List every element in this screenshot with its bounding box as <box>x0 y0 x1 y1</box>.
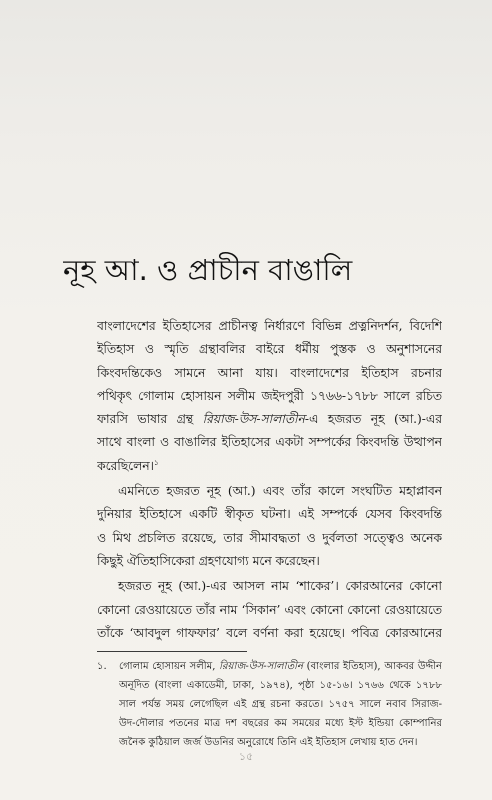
paragraph-2 <box>97 480 442 573</box>
footnote-divider <box>97 651 247 652</box>
page-number: ১৫ <box>238 750 254 763</box>
text-line: কোনো রেওয়ায়েতে তাঁর নাম ‘সিকান’ এবং কোনো কোনো রেওয়ায়েতে <box>97 602 442 617</box>
paragraph-3 <box>97 575 442 645</box>
text-line: এমনিতে হজরত নূহ (আ.) এবং তাঁর কালে সংঘটিত মহাপ্লাবন <box>118 484 442 499</box>
body-text <box>97 315 442 645</box>
footnote-reference: ১ <box>153 457 159 467</box>
text-line: হজরত নূহ (আ.)-এর আসল নাম ‘শাকের’। কোরআনের কোনো <box>118 579 442 594</box>
text-line: তাঁকে ‘আবদুল গাফফার’ বলে বর্ণনা করা হয়েছে। পবিত্র কোরআনের <box>97 625 442 640</box>
footnote-line: উদ-দৌলার পতনের মাত্র দশ বছরের কম সময়ের মধ্যে ইস্ট ইন্ডিয়া কোম্পানির <box>119 718 442 729</box>
text-line: দুনিয়ার ইতিহাসে একটি স্বীকৃত ঘটনা। এই সম্পর্কে যেসব কিংবদন্তি <box>97 507 442 522</box>
footnote-number: ১. <box>97 661 107 672</box>
footnote-line: অনূদিত (বাংলা একাডেমী, ঢাকা, ১৯৭৪), পৃষ্ঠা ১৫-১৬। ১৭৬৬ থেকে ১৭৮৮ <box>119 680 442 691</box>
text-line: ইতিহাস ও স্মৃতি গ্রন্থাবলির বাইরে ধর্মীয় পুস্তক ও অনুশাসনের <box>97 342 442 357</box>
paragraph-1 <box>97 315 442 478</box>
chapter-title: নূহ আ. ও প্রাচীন বাঙালি <box>63 253 353 287</box>
text-segment: (বাংলার ইতিহাস), আকবর উদ্দীন <box>302 661 442 672</box>
text-line <box>97 408 442 431</box>
footnote-text <box>119 657 442 752</box>
footnote-line: জনৈক কুঠিয়াল জর্জ উডনির অনুরোধে তিনি এই ইতিহাস লেখায় হাত দেন। <box>119 737 418 748</box>
footnote <box>97 657 442 752</box>
footnote-line <box>119 657 442 676</box>
text-line: কিছুই ঐতিহাসিকেরা গ্রহণযোগ্য মনে করেছেন। <box>97 553 320 568</box>
text-segment: করেছিলেন। <box>97 458 154 473</box>
text-line: ও মিথ প্রচলিত রয়েছে, তার সীমাবদ্ধতা ও দুর্বলতা সত্ত্বেও অনেক <box>97 530 442 545</box>
footnote-line: সাল পর্যন্ত সময় লেগেছিল এই গ্রন্থ রচনা করতে। ১৭৫৭ সালে নবাব সিরাজ- <box>119 699 442 710</box>
text-line: কিংবদন্তিকেও সামনে আনা যায়। বাংলাদেশের ইতিহাস রচনার <box>97 365 442 380</box>
text-line <box>97 455 442 478</box>
text-segment: ফারসি ভাষার গ্রন্থ <box>97 412 203 427</box>
text-line: বাংলাদেশের ইতিহাসের প্রাচীনত্ব নির্ধারণে বিভিন্ন প্রত্ননিদর্শন, বিদেশি <box>97 319 442 333</box>
text-segment: -এ হজরত নূহ (আ.)-এর <box>304 412 442 427</box>
text-line: সাথে বাংলা ও বাঙালির ইতিহাসের একটা সম্পর্কের কিংবদন্তি উত্থাপন <box>97 435 442 450</box>
book-title-italic: রিয়াজ-উস-সালাতীন <box>202 412 305 427</box>
text-line: পথিকৃৎ গোলাম হোসায়ন সলীম জইদপুরী ১৭৬৬-১৭৮৮ সালে রচিত <box>97 388 442 403</box>
book-title-italic: রিয়াজ-উস-সালাতীন <box>219 661 303 672</box>
text-segment: গোলাম হোসায়ন সলীম, <box>119 661 220 672</box>
